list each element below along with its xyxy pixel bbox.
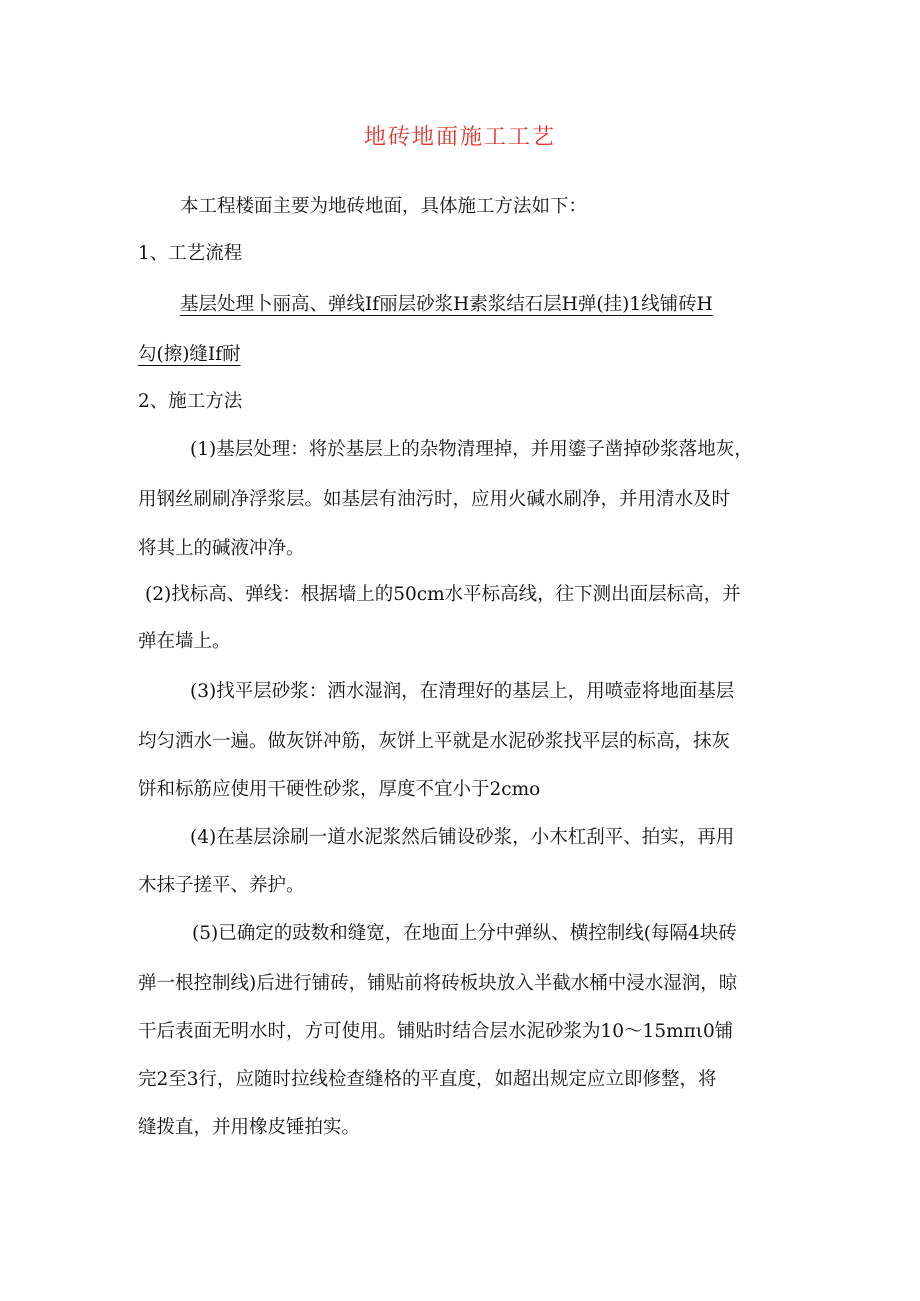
document-title: 地砖地面施工工艺: [363, 125, 556, 150]
step-1-line: 用钢丝刷刷净浮浆层。如基层有油污时，应用火碱水刷净，并用清水及时: [138, 489, 731, 510]
step-3-line: (3)找平层砂浆：洒水湿润，在清理好的基层上，用喷壶将地面基层: [190, 681, 735, 702]
section-heading-process-flow: 1、工艺流程: [138, 243, 243, 264]
step-2-line: 弹在墙上。: [138, 631, 231, 652]
step-5-line: 缝拨直，并用橡皮锤拍实。: [138, 1117, 361, 1138]
step-4-line: 木抹子搓平、养护。: [138, 875, 305, 896]
step-2-line: (2)找标高、弹线：根据墙上的50cm水平标高线，往下测出面层标高，并: [145, 584, 741, 605]
intro-paragraph: 本工程楼面主要为地砖地面，具体施工方法如下：: [180, 196, 588, 217]
step-1-line: 将其上的碱液冲净。: [138, 538, 305, 559]
step-3-line: 饼和标筋应使用干硬性砂浆，厚度不宜小于2cmo: [138, 779, 541, 800]
step-5-line: 弹一根控制线)后进行铺砖，铺贴前将砖板块放入半截水桶中浸水湿润，晾: [138, 973, 738, 994]
section-heading-construction-method: 2、施工方法: [138, 391, 243, 412]
step-5-line: (5)已确定的豉数和缝宽，在地面上分中弹纵、横控制线(每隔4块砖: [192, 923, 737, 944]
process-flow-line: 勾(擦)缝If耐: [138, 344, 241, 365]
step-4-line: (4)在基层涂刷一道水泥浆然后铺设砂浆，小木杠刮平、拍实，再用: [190, 827, 735, 848]
step-5-line: 干后表面无明水时，方可使用。铺贴时结合层水泥砂浆为10～15mπι0铺: [138, 1021, 734, 1042]
step-3-line: 均匀洒水一遍。做灰饼冲筋，灰饼上平就是水泥砂浆找平层的标高，抹灰: [138, 731, 731, 752]
process-flow-line: 基层处理卜丽高、弹线If丽层砂浆H素浆结石层H弹(挂)1线铺砖H: [180, 294, 713, 315]
step-5-line: 完2至3行，应随时拉线检查缝格的平直度，如超出规定应立即修整，将: [138, 1069, 717, 1090]
step-1-line: (1)基层处理：将於基层上的杂物清理掉，并用鎏子凿掉砂浆落地灰，: [190, 439, 753, 460]
